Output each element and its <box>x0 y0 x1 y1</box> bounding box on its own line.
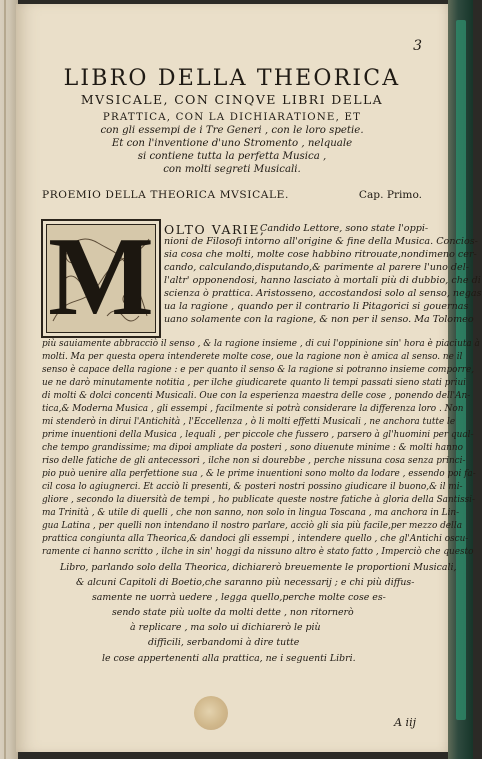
body-line: prime inuentioni della Musica , lequali , per piccole che fussero , parsero à gl'huomini per qual- <box>42 430 474 440</box>
chapter-label: Cap. Primo. <box>358 189 422 201</box>
title-line-2: MVSICALE, CON CINQVE LIBRI DELLA <box>80 92 384 107</box>
body-line: ma Trinità , & utile di quelli , che non sanno, non solo in lingua Toscana , ma anchora in Lin- <box>42 508 460 518</box>
body-line: senso è capace della ragione : e per quanto il senso & la ragione si potranno insieme comporre, <box>42 365 475 375</box>
body-line: Candido Lettore, sono state l'oppi- <box>260 223 429 234</box>
body-line: samente ne uorrà uedere , legga quello,perche molte cose es- <box>92 592 386 603</box>
body-line: sendo state più uolte da molti dette , non ritornerò <box>112 607 354 618</box>
section-heading: PROEMIO DELLA THEORICA MVSICALE. <box>42 189 289 201</box>
body-line: tica,& Moderna Musica , gli essempi , facilmente si potrà considerare la differenza loro . Non <box>42 404 464 414</box>
body-line: gua Latina , per quelli non intendano il nostro parlare, acciò gli sia più facile,per mezzo della <box>42 521 463 531</box>
body-line: che tempo grandissime; ma dipoi ampliate da posteri , sono diuenute minime : & molti hanno <box>42 443 463 453</box>
title-line-4: con gli essempi de i Tre Generi , con le loro spetie. <box>100 125 364 136</box>
body-line: ua la ragione , quando per il contrario li Pitagorici si gouernas <box>164 301 469 312</box>
body-line: difficili, serbandomi à dire tutte <box>148 637 300 648</box>
title-line-1: LIBRO DELLA THEORICA <box>63 66 401 91</box>
body-line: l'altr' opponendosi, hanno lasciato à mortali più di dubbio, che di <box>164 275 481 286</box>
page-number: 3 <box>413 38 422 54</box>
body-line: cil cosa lo agiugnerci. Et acciò li presenti, & posteri nostri possino giudicare il buono,& il mi- <box>42 482 463 492</box>
signature-mark: A iij <box>394 716 416 729</box>
opening-words: OLTO VARIE, <box>164 222 266 237</box>
body-line: molti. Ma per questa opera intenderete molte cose, oue la ragione non è amica al senso. ne il <box>42 352 463 362</box>
body-line: Libro, parlando solo della Theorica, dichiarerò breuemente le proportioni Musicali, <box>60 562 457 573</box>
title-line-6: si contiene tutta la perfetta Musica , <box>137 151 327 162</box>
body-line: uano solamente con la ragione, & non per il senso. Ma Tolomeo <box>164 314 474 325</box>
decorated-initial <box>41 215 161 339</box>
body-line: ramente ci hanno scritto , ilche in sin' hoggi da nissuno altro è stato fatto , Imperciò che questo <box>42 547 474 557</box>
book-page <box>16 4 482 752</box>
body-line: pio può uenire alla perfettione sua , & le prime inuentioni sono molto da lodare , essendo poi fa- <box>42 469 476 479</box>
body-line: scienza ò prattica. Aristosseno, accostandosi solo al senso, negas <box>164 288 482 299</box>
body-line: nioni de Filosofi intorno all'origine & fine della Musica. Concios- <box>164 236 478 247</box>
body-line: le cose appertenenti alla prattica, ne i seguenti Libri. <box>102 653 356 664</box>
spine-edge <box>4 0 6 759</box>
body-line: più sauiamente abbracciò il senso , & la ragione insieme , di cui l'oppinione sin' hora è piaciuta à <box>42 339 480 349</box>
paper-stain <box>194 696 228 730</box>
body-line: riso delle fatiche de gli antecessori , ilche non si dourebbe , perche nissuna cosa senza princi- <box>42 456 466 466</box>
title-line-5: Et con l'inventione d'uno Stromento , nelquale <box>111 138 353 149</box>
body-line: cando, calculando,disputando,& parimente al parere l'uno del- <box>164 262 470 273</box>
title-line-3: PRATTICA, CON LA DICHIARATIONE, ET <box>102 112 362 123</box>
body-line: prattica congiunta alla Theorica,& dandoci gli essempi , intendere quello , che gl'Antichi oscu- <box>42 534 469 544</box>
body-line: & alcuni Capitoli di Boetio,che saranno più necessarij ; e chi più diffus- <box>76 577 415 588</box>
body-line: à replicare , ma solo ui dichiarerò le più <box>130 622 321 633</box>
body-line: mi stenderò in dirui l'Antichità , l'Eccellenza , ò li molti effetti Musicali , ne anchora tutte le <box>42 417 456 427</box>
title-line-7: con molti segreti Musicali. <box>163 164 301 175</box>
body-line: ue ne darò minutamente notitia , per ilche giudicarete quanto li tempi passati sieno stati priui <box>42 378 467 388</box>
body-line: gliore , secondo la diuersità de tempi , ho publicate queste nostre fatiche à gloria della Santissi- <box>42 495 476 505</box>
initial-letter: M <box>48 215 154 339</box>
body-line: sia cosa che molti, molte cose habbino ritrouate,nondimeno cer- <box>164 249 477 260</box>
body-line: di molti & dolci concenti Musicali. Oue con la esperienza maestra delle cose , ponendo dell'An- <box>42 391 471 401</box>
